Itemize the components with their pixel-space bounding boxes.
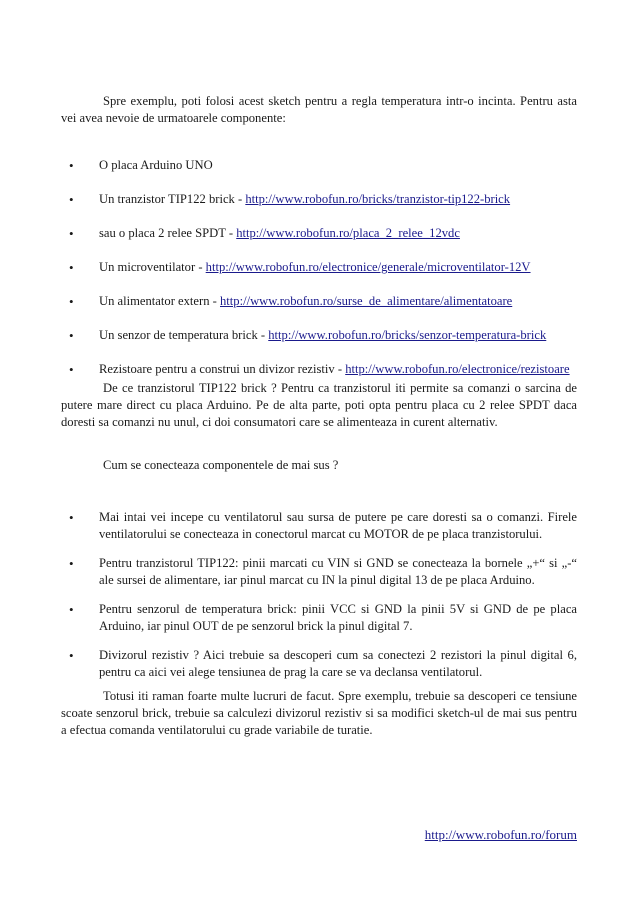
closing-text: Totusi iti raman foarte multe lucruri de facut. Spre exemplu, trebuie sa descoperi ce tensiune scoate senzorul brick, trebuie sa calculezi divizorul rezistiv si sa modifici sketch-ul de mai sus pentru a efectua comanda ventilatorului cu grade variabile de turatie. [61, 689, 577, 737]
alimentator-link[interactable]: http://www.robofun.ro/surse_de_alimentare/alimentatoare [220, 294, 513, 308]
list-item [61, 293, 577, 310]
component-text: Un alimentator extern - [99, 294, 220, 308]
senzor-link[interactable]: http://www.robofun.ro/bricks/senzor-temperatura-brick [268, 328, 547, 342]
list-item [61, 509, 577, 543]
bullet-icon: • [69, 158, 74, 173]
list-item [61, 259, 577, 276]
bullet-icon: • [69, 510, 74, 525]
list-item [61, 327, 577, 344]
bullet-icon: • [69, 294, 74, 309]
step-text: Pentru senzorul de temperatura brick: pinii VCC si GND la pinii 5V si GND de pe placa Arduino, iar pinul OUT de pe senzorul brick la pinul digital 7. [99, 602, 577, 633]
step-text: Pentru tranzistorul TIP122: pinii marcati cu VIN si GND se conecteaza la bornele „+“ si „-“ ale sursei de alimentare, iar pinul marcat cu IN la pinul digital 13 de pe placa Arduino. [99, 556, 577, 587]
list-item [61, 601, 577, 635]
relee-link[interactable]: http://www.robofun.ro/placa_2_relee_12vdc [236, 226, 460, 240]
bullet-icon: • [69, 226, 74, 241]
component-text: O placa Arduino UNO [99, 158, 213, 172]
list-item [61, 555, 577, 589]
tranzistor-link[interactable]: http://www.robofun.ro/bricks/tranzistor-tip122-brick [245, 192, 511, 206]
forum-link[interactable]: http://www.robofun.ro/forum [424, 827, 577, 842]
step-text: Mai intai vei incepe cu ventilatorul sau sursa de putere pe care doresti sa o comanzi. Firele ventilatorului se conecteaza in conectorul marcat cu MOTOR de pe placa tranzistorului. [99, 510, 577, 541]
step-text: Divizorul rezistiv ? Aici trebuie sa descoperi cum sa conectezi 2 rezistori la pinul digital 6, pentru ca aici vei alege tensiunea de prag la care se va declansa ventilatorul. [99, 648, 577, 679]
list-item [61, 225, 577, 242]
steps-list [61, 509, 577, 693]
list-item [61, 361, 577, 378]
why-paragraph [61, 380, 577, 431]
why-text: De ce tranzistorul TIP122 brick ? Pentru ca tranzistorul iti permite sa comanzi o sarcina de putere mare direct cu placa Arduino. Pe de alta parte, poti opta pentru placa cu 2 relee SPDT daca doresti sa comanzi nu unul, ci doi consumatori care se alimenteaza in curent alternativ. [61, 381, 577, 429]
bullet-icon: • [69, 328, 74, 343]
component-text: sau o placa 2 relee SPDT - [99, 226, 237, 240]
bullet-icon: • [69, 192, 74, 207]
component-text: Un microventilator - [99, 260, 206, 274]
component-text: Un senzor de temperatura brick - [99, 328, 269, 342]
component-text: Rezistoare pentru a construi un divizor rezistiv - [99, 362, 346, 376]
bullet-icon: • [69, 260, 74, 275]
components-list [61, 157, 577, 395]
list-item [61, 191, 577, 208]
how-heading-text: Cum se conecteaza componentele de mai sus ? [103, 458, 339, 472]
list-item [61, 647, 577, 681]
how-heading [61, 457, 577, 474]
intro-paragraph [61, 93, 577, 127]
intro-text: Spre exemplu, poti folosi acest sketch pentru a regla temperatura intr-o incinta. Pentru asta vei avea nevoie de urmatoarele componente: [61, 94, 577, 125]
bullet-icon: • [69, 362, 74, 377]
bullet-icon: • [69, 648, 74, 663]
list-item [61, 157, 577, 174]
microventilator-link[interactable]: http://www.robofun.ro/electronice/generale/microventilator-12V [205, 260, 531, 274]
closing-paragraph [61, 688, 577, 739]
bullet-icon: • [69, 556, 74, 571]
bullet-icon: • [69, 602, 74, 617]
component-text: Un tranzistor TIP122 brick - [99, 192, 246, 206]
rezistoare-link[interactable]: http://www.robofun.ro/electronice/rezistoare [345, 362, 570, 376]
